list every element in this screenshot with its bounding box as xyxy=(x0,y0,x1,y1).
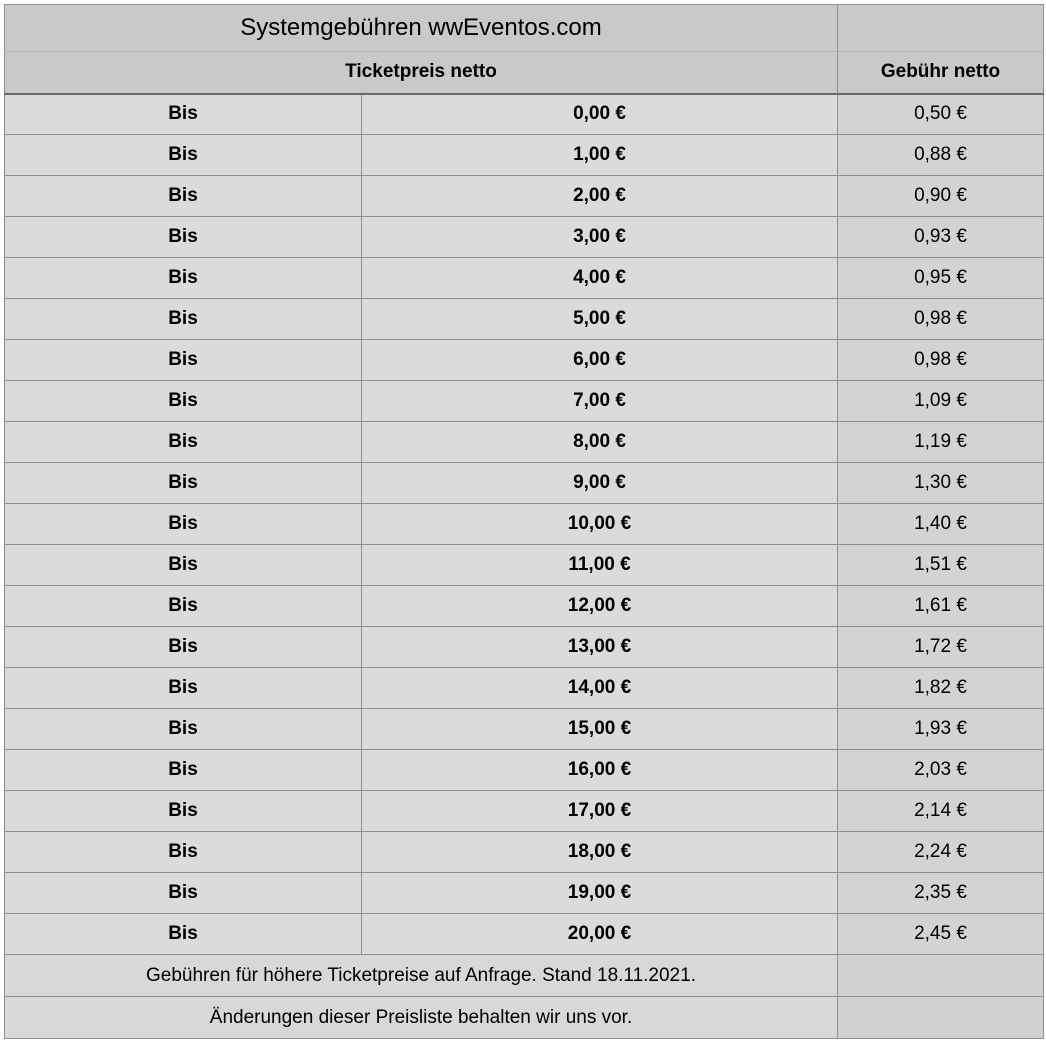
fee-cell: 1,72 € xyxy=(838,627,1044,668)
row-label: Bis xyxy=(5,832,362,873)
table-row xyxy=(5,914,1044,955)
table-row xyxy=(5,176,1044,217)
row-label: Bis xyxy=(5,504,362,545)
table-row xyxy=(5,299,1044,340)
fee-cell: 2,45 € xyxy=(838,914,1044,955)
ticket-price-cell: 9,00 € xyxy=(362,463,838,504)
table-row xyxy=(5,504,1044,545)
fee-cell: 0,98 € xyxy=(838,299,1044,340)
ticket-price-cell: 14,00 € xyxy=(362,668,838,709)
row-label: Bis xyxy=(5,381,362,422)
row-label: Bis xyxy=(5,299,362,340)
row-label: Bis xyxy=(5,463,362,504)
fee-cell: 1,93 € xyxy=(838,709,1044,750)
header-ticket-price: Ticketpreis netto xyxy=(5,52,838,94)
row-label: Bis xyxy=(5,668,362,709)
row-label: Bis xyxy=(5,873,362,914)
fee-cell: 0,95 € xyxy=(838,258,1044,299)
fee-cell: 0,88 € xyxy=(838,135,1044,176)
row-label: Bis xyxy=(5,94,362,135)
fee-cell: 1,40 € xyxy=(838,504,1044,545)
row-label: Bis xyxy=(5,217,362,258)
ticket-price-cell: 12,00 € xyxy=(362,586,838,627)
ticket-price-cell: 8,00 € xyxy=(362,422,838,463)
fee-cell: 1,30 € xyxy=(838,463,1044,504)
ticket-price-cell: 1,00 € xyxy=(362,135,838,176)
note-empty-cell xyxy=(838,997,1044,1039)
table-row xyxy=(5,258,1044,299)
ticket-price-cell: 2,00 € xyxy=(362,176,838,217)
fee-cell: 2,03 € xyxy=(838,750,1044,791)
row-label: Bis xyxy=(5,258,362,299)
table-title: Systemgebühren wwEventos.com xyxy=(5,5,838,52)
note-empty-cell xyxy=(838,955,1044,997)
fee-cell: 2,14 € xyxy=(838,791,1044,832)
fee-cell: 1,09 € xyxy=(838,381,1044,422)
fee-cell: 0,90 € xyxy=(838,176,1044,217)
fee-cell: 2,24 € xyxy=(838,832,1044,873)
title-row xyxy=(5,5,1044,52)
table-row xyxy=(5,422,1044,463)
row-label: Bis xyxy=(5,135,362,176)
fee-cell: 1,19 € xyxy=(838,422,1044,463)
row-label: Bis xyxy=(5,914,362,955)
row-label: Bis xyxy=(5,791,362,832)
ticket-price-cell: 10,00 € xyxy=(362,504,838,545)
header-row xyxy=(5,52,1044,94)
header-fee: Gebühr netto xyxy=(838,52,1044,94)
table-row xyxy=(5,668,1044,709)
row-label: Bis xyxy=(5,545,362,586)
row-label: Bis xyxy=(5,422,362,463)
table-row xyxy=(5,135,1044,176)
title-empty-cell xyxy=(838,5,1044,52)
row-label: Bis xyxy=(5,709,362,750)
row-label: Bis xyxy=(5,627,362,668)
note-row xyxy=(5,997,1044,1039)
ticket-price-cell: 0,00 € xyxy=(362,94,838,135)
note-text: Änderungen dieser Preisliste behalten wir uns vor. xyxy=(5,997,838,1039)
ticket-price-cell: 15,00 € xyxy=(362,709,838,750)
table-row xyxy=(5,873,1044,914)
table-row xyxy=(5,832,1044,873)
table-row xyxy=(5,545,1044,586)
fee-cell: 1,82 € xyxy=(838,668,1044,709)
ticket-price-cell: 20,00 € xyxy=(362,914,838,955)
table-row xyxy=(5,463,1044,504)
ticket-price-cell: 17,00 € xyxy=(362,791,838,832)
ticket-price-cell: 6,00 € xyxy=(362,340,838,381)
ticket-price-cell: 7,00 € xyxy=(362,381,838,422)
table-row xyxy=(5,217,1044,258)
row-label: Bis xyxy=(5,750,362,791)
fee-cell: 2,35 € xyxy=(838,873,1044,914)
ticket-price-cell: 5,00 € xyxy=(362,299,838,340)
fee-cell: 1,51 € xyxy=(838,545,1044,586)
table-row xyxy=(5,381,1044,422)
table-row xyxy=(5,627,1044,668)
ticket-price-cell: 16,00 € xyxy=(362,750,838,791)
note-row xyxy=(5,955,1044,997)
row-label: Bis xyxy=(5,586,362,627)
table-row xyxy=(5,709,1044,750)
table-row xyxy=(5,791,1044,832)
fee-cell: 1,61 € xyxy=(838,586,1044,627)
ticket-price-cell: 3,00 € xyxy=(362,217,838,258)
fee-cell: 0,50 € xyxy=(838,94,1044,135)
fee-cell: 0,98 € xyxy=(838,340,1044,381)
ticket-price-cell: 18,00 € xyxy=(362,832,838,873)
ticket-price-cell: 13,00 € xyxy=(362,627,838,668)
table-row xyxy=(5,586,1044,627)
ticket-price-cell: 19,00 € xyxy=(362,873,838,914)
ticket-price-cell: 4,00 € xyxy=(362,258,838,299)
table-row xyxy=(5,94,1044,135)
ticket-price-cell: 11,00 € xyxy=(362,545,838,586)
fee-cell: 0,93 € xyxy=(838,217,1044,258)
table-row xyxy=(5,340,1044,381)
fee-table xyxy=(4,4,1044,1039)
row-label: Bis xyxy=(5,340,362,381)
table-row xyxy=(5,750,1044,791)
row-label: Bis xyxy=(5,176,362,217)
note-text: Gebühren für höhere Ticketpreise auf Anfrage. Stand 18.11.2021. xyxy=(5,955,838,997)
